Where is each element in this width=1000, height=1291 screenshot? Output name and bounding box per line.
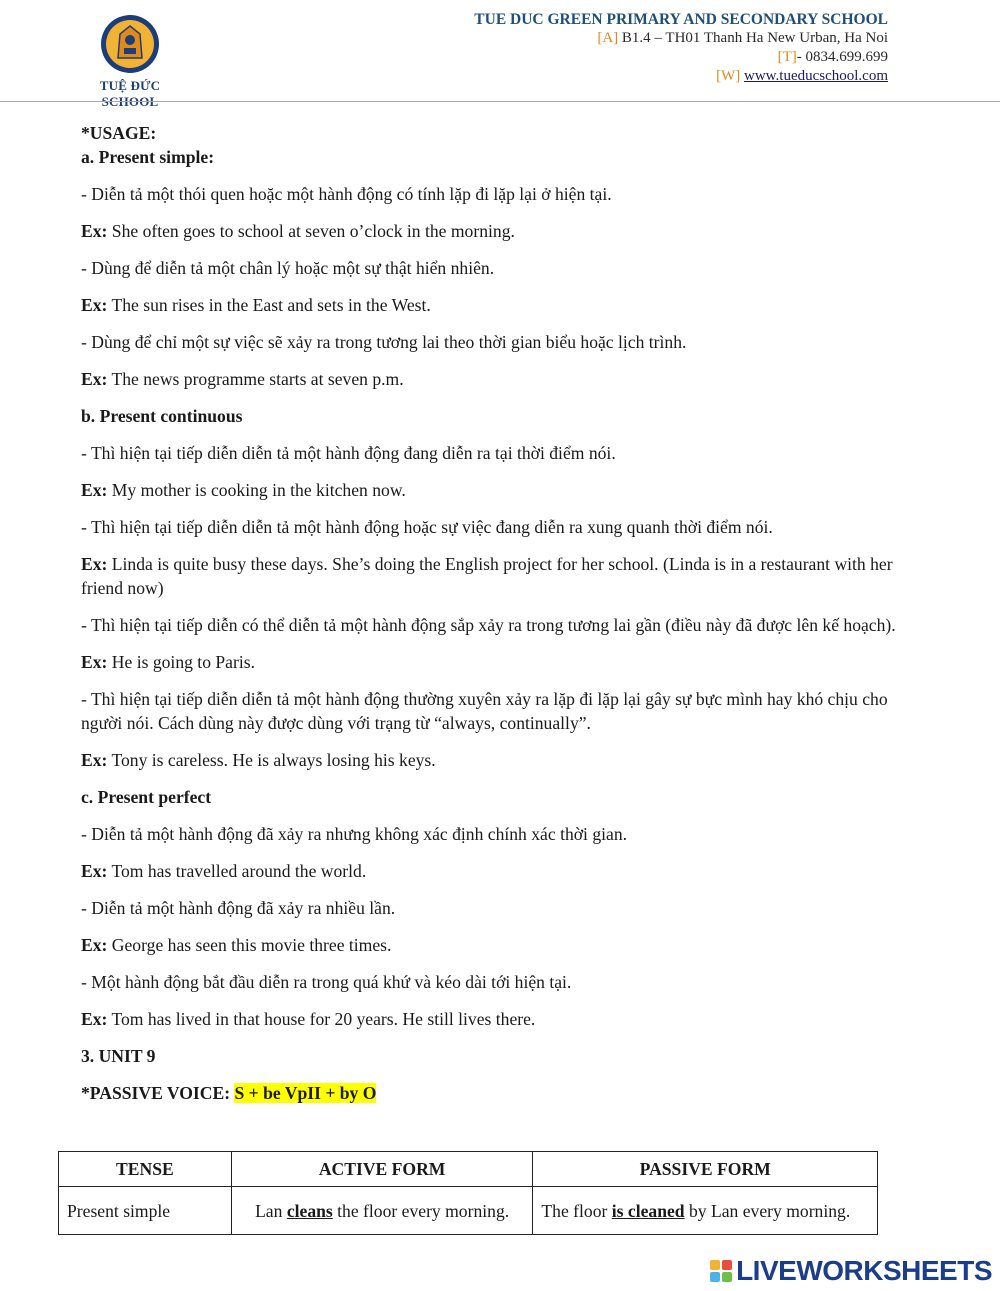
website-line <box>474 67 888 86</box>
present-continuous-usage-2: - Thì hiện tại tiếp diễn diễn tả một hành động hoặc sự việc đang diễn ra xung quanh thời điểm nói. <box>81 517 773 537</box>
cell-passive-form: The floor is cleaned by Lan every morning. <box>533 1187 878 1235</box>
document-body <box>81 121 931 1118</box>
address-label: [A] <box>597 30 619 46</box>
header-passive-form: PASSIVE FORM <box>533 1152 878 1187</box>
present-simple-example-1: Ex: She often goes to school at seven o’clock in the morning. <box>81 221 515 241</box>
logo-text: TUỆ ĐỨC SCHOOL <box>99 78 161 109</box>
present-continuous-example-3: Ex: He is going to Paris. <box>81 652 255 672</box>
phone-line <box>474 48 888 67</box>
cell-active-form: Lan cleans the floor every morning. <box>231 1187 533 1235</box>
present-perfect-usage-2: - Diễn tả một hành động đã xảy ra nhiều lần. <box>81 898 396 918</box>
present-simple-usage-1: - Diễn tả một thói quen hoặc một hành động có tính lặp đi lặp lại ở hiện tại. <box>81 184 612 204</box>
phone-label: [T] <box>777 49 797 65</box>
table-header-row <box>59 1152 878 1187</box>
present-continuous-heading: b. Present continuous <box>81 406 243 426</box>
school-crest-icon <box>98 12 162 76</box>
present-simple-usage-3: - Dùng để chỉ một sự việc sẽ xảy ra trong tương lai theo thời gian biểu hoặc lịch trình. <box>81 332 687 352</box>
address-line <box>474 29 888 48</box>
address-text: B1.4 – TH01 Thanh Ha New Urban, Ha Noi <box>618 30 888 46</box>
unit-heading: 3. UNIT 9 <box>81 1046 156 1066</box>
phone-text: - 0834.699.699 <box>796 49 888 65</box>
school-info <box>474 10 888 86</box>
present-continuous-example-4: Ex: Tony is careless. He is always losing his keys. <box>81 750 436 770</box>
website-link[interactable]: www.tueducschool.com <box>744 68 888 84</box>
cell-tense: Present simple <box>59 1187 232 1235</box>
liveworksheets-watermark <box>710 1254 992 1288</box>
header-tense: TENSE <box>59 1152 232 1187</box>
present-perfect-example-1: Ex: Tom has travelled around the world. <box>81 861 367 881</box>
header-active-form: ACTIVE FORM <box>231 1152 533 1187</box>
present-perfect-usage-1: - Diễn tả một hành động đã xảy ra nhưng không xác định chính xác thời gian. <box>81 824 628 844</box>
table-row <box>59 1187 878 1235</box>
present-continuous-example-1: Ex: My mother is cooking in the kitchen now. <box>81 480 406 500</box>
website-label: [W] <box>716 68 741 84</box>
present-continuous-usage-1: - Thì hiện tại tiếp diễn diễn tả một hành động đang diễn ra tại thời điểm nói. <box>81 443 616 463</box>
present-perfect-example-3: Ex: Tom has lived in that house for 20 years. He still lives there. <box>81 1009 536 1029</box>
school-name: TUE DUC GREEN PRIMARY AND SECONDARY SCHOOL <box>474 11 888 28</box>
header-divider <box>0 101 1000 102</box>
present-simple-example-2: Ex: The sun rises in the East and sets in the West. <box>81 295 431 315</box>
present-simple-heading: a. Present simple: <box>81 147 215 167</box>
tense-table <box>58 1151 878 1235</box>
liveworksheets-logo-icon <box>710 1260 732 1282</box>
watermark-text: LIVEWORKSHEETS <box>736 1255 992 1286</box>
usage-heading: *USAGE: <box>81 123 157 143</box>
passive-formula: S + be VpII + by O <box>234 1083 377 1103</box>
present-continuous-usage-3: - Thì hiện tại tiếp diễn có thể diễn tả một hành động sắp xảy ra trong tương lai gần (điều này đã được lên kế hoạch). <box>81 615 896 635</box>
present-perfect-usage-3: - Một hành động bắt đầu diễn ra trong quá khứ và kéo dài tới hiện tại. <box>81 972 572 992</box>
present-simple-example-3: Ex: The news programme starts at seven p.m. <box>81 369 404 389</box>
present-simple-usage-2: - Dùng để diễn tả một chân lý hoặc một sự thật hiển nhiên. <box>81 258 495 278</box>
school-logo <box>70 12 190 109</box>
present-perfect-heading: c. Present perfect <box>81 787 212 807</box>
present-continuous-usage-4: - Thì hiện tại tiếp diễn diễn tả một hành động thường xuyên xảy ra lặp đi lặp lại gây sự bực mình hay khó chịu cho người nói. Cách dùng này được dùng với trạng từ “always, continually”. <box>81 689 888 733</box>
passive-voice-heading: *PASSIVE VOICE: S + be VpII + by O <box>81 1083 377 1103</box>
present-perfect-example-2: Ex: George has seen this movie three times. <box>81 935 392 955</box>
present-continuous-example-2: Ex: Linda is quite busy these days. She’s doing the English project for her school. (Linda is in a restaurant with her friend now) <box>81 554 893 598</box>
